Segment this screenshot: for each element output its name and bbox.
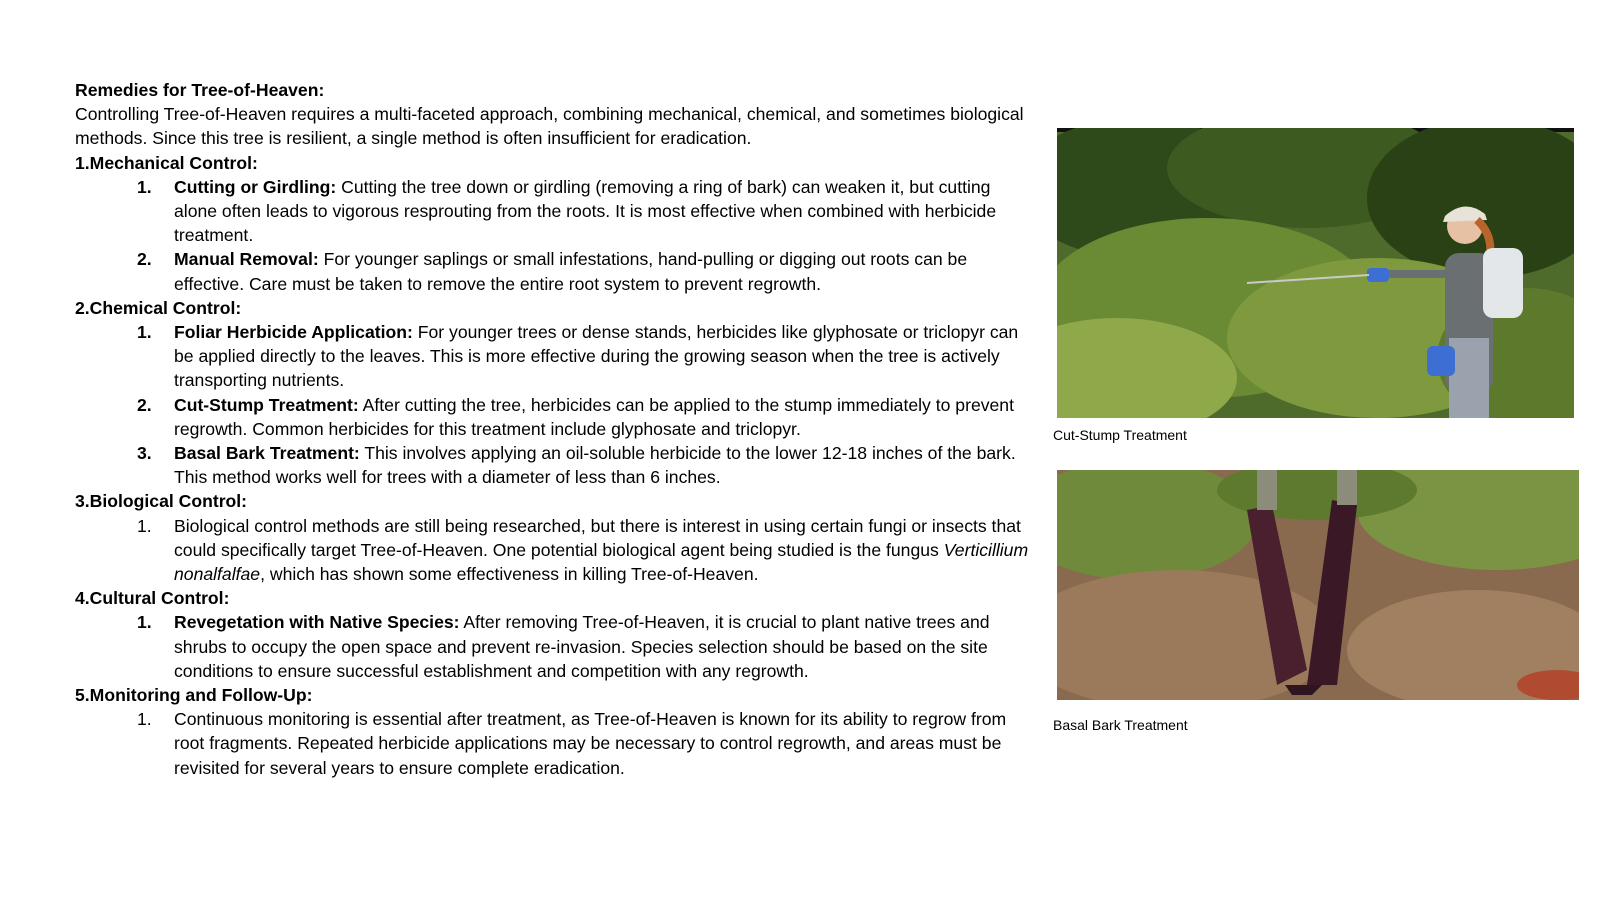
item-text: After removing Tree-of-Heaven, it is crucial to plant native trees and shrubs to occupy the open space and prevent re-invasion. Species selection should be based on the site conditions to ensure successful establishment and competition with any regrowth.	[174, 612, 990, 681]
list-number: 3.	[137, 443, 152, 464]
list-item	[75, 393, 1035, 441]
intro-paragraph: Controlling Tree-of-Heaven requires a multi-faceted approach, combining mechanical, chemical, and sometimes biological methods. Since this tree is resilient, a single method is often insufficient for eradication.	[75, 104, 1024, 149]
list-number: 1.	[137, 322, 152, 343]
item-italic-species: Verticillium nonalfalfae	[174, 539, 1029, 585]
item-lead: Basal Bark Treatment:	[174, 443, 360, 464]
page-title: Remedies for Tree-of-Heaven:	[75, 80, 325, 100]
item-text: After cutting the tree, herbicides can be applied to the stump immediately to prevent regrowth. Common herbicides for this treatment include glyphosate and triclopyr.	[174, 394, 1014, 439]
remedies-text-block	[75, 78, 1035, 780]
list-number: 2.	[137, 249, 152, 270]
list-item	[75, 441, 1035, 489]
item-text: For younger trees or dense stands, herbicides like glyphosate or triclopyr can be applied directly to the leaves. This is more effective during the growing season when the tree is actively transporting nutrients.	[174, 322, 1019, 391]
basal-bark-photo	[1057, 470, 1579, 700]
basal-bark-caption: Basal Bark Treatment	[1053, 717, 1188, 733]
list-item	[75, 514, 1035, 587]
list-number: 1.	[137, 709, 152, 730]
item-lead: Revegetation with Native Species:	[174, 612, 460, 633]
cut-stump-caption: Cut-Stump Treatment	[1053, 427, 1187, 443]
basal-bark-illustration	[1057, 470, 1579, 700]
item-lead: Manual Removal:	[174, 249, 319, 270]
cut-stump-illustration	[1057, 128, 1574, 418]
list-number: 1.	[137, 612, 152, 633]
item-text: This involves applying an oil-soluble herbicide to the lower 12-18 inches of the bark. This method works well for trees with a diameter of less than 6 inches.	[174, 443, 1016, 488]
list-item	[75, 247, 1035, 295]
list-item	[75, 175, 1035, 248]
list-item	[75, 707, 1035, 780]
section-title-monitoring: 5.Monitoring and Follow-Up:	[75, 685, 313, 706]
section-title-biological: 3.Biological Control:	[75, 491, 248, 512]
item-text: Continuous monitoring is essential after treatment, as Tree-of-Heaven is known for its ability to regrow from root fragments. Repeated herbicide applications may be necessary to control regrowth, and areas must be revisited for several years to ensure complete eradication.	[174, 709, 1007, 778]
section-title-chemical: 2.Chemical Control:	[75, 297, 242, 318]
item-lead: Cut-Stump Treatment:	[174, 394, 359, 415]
item-lead: Foliar Herbicide Application:	[174, 322, 413, 343]
list-number: 1.	[137, 176, 152, 197]
section-title-cultural: 4.Cultural Control:	[75, 588, 230, 609]
item-text: , which has shown some effectiveness in killing Tree-of-Heaven.	[260, 564, 759, 585]
item-lead: Cutting or Girdling:	[174, 176, 337, 197]
list-item	[75, 320, 1035, 393]
list-number: 1.	[137, 515, 152, 536]
list-item	[75, 610, 1035, 683]
cut-stump-photo	[1057, 128, 1574, 418]
item-text: Biological control methods are still being researched, but there is interest in using certain fungi or insects that could specifically target Tree-of-Heaven. One potential biological agent being studied is the fungus	[174, 515, 1021, 560]
item-text: For younger saplings or small infestations, hand-pulling or digging out roots can be effective. Care must be taken to remove the entire root system to prevent regrowth.	[174, 249, 968, 294]
section-title-mechanical: 1.Mechanical Control:	[75, 152, 258, 173]
list-number: 2.	[137, 394, 152, 415]
item-text: Cutting the tree down or girdling (removing a ring of bark) can weaken it, but cutting alone often leads to vigorous resprouting from the roots. It is most effective when combined with herbicide treatment.	[174, 176, 997, 246]
